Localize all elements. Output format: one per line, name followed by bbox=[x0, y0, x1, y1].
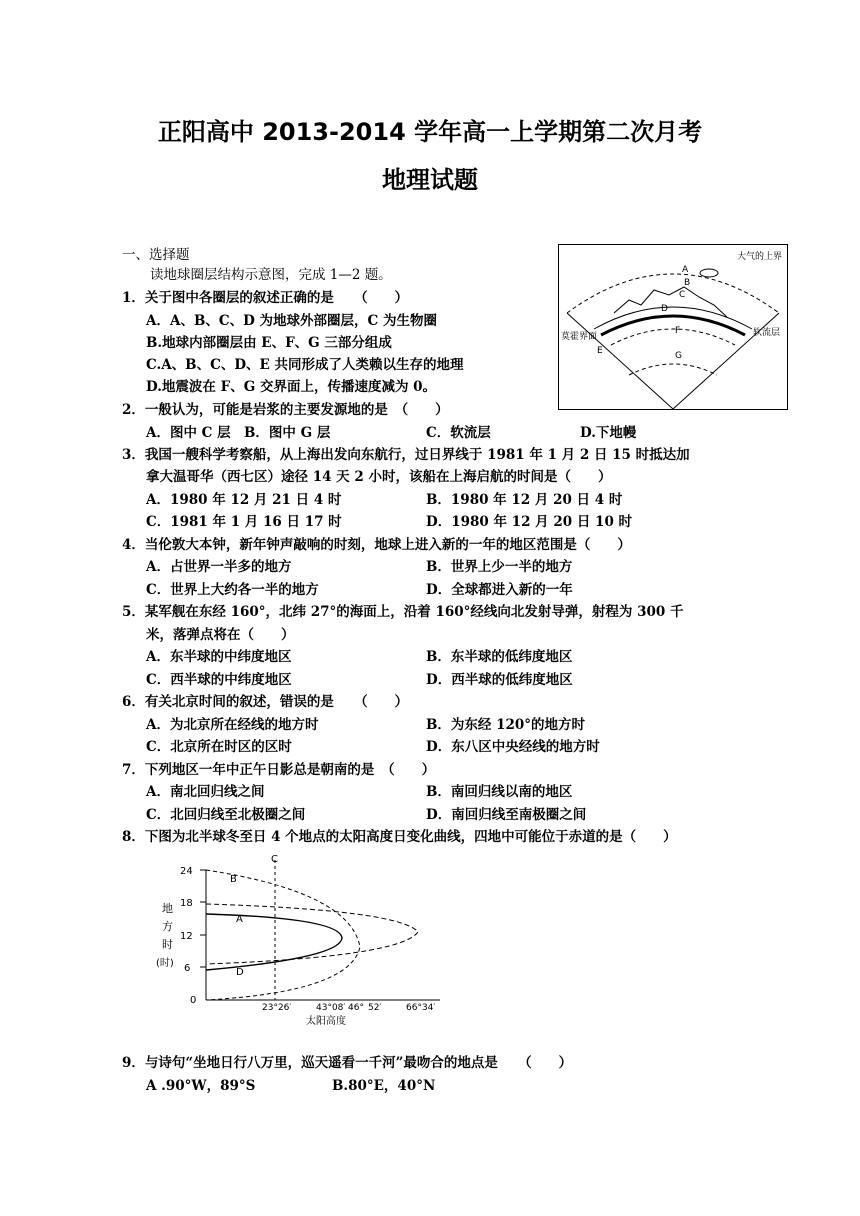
q3-option-a: A．1980 年 12 月 21 日 4 时 bbox=[146, 492, 342, 508]
xtick-3: 46° bbox=[348, 1003, 364, 1013]
q7-option-d: D．南回归线至南极圈之间 bbox=[426, 807, 587, 823]
q1-option-d: D.地震波在 F、G 交界面上，传播速度减为 0。 bbox=[146, 379, 437, 395]
q5-option-b: B．东半球的低纬度地区 bbox=[426, 649, 573, 665]
q3-stem: 3．我国一艘科学考察船，从上海出发向东航行，过日界线于 1981 年 1 月 2 日 15 时抵达加 bbox=[122, 447, 690, 463]
curve-c-label: C bbox=[271, 854, 278, 865]
solar-altitude-figure bbox=[150, 852, 450, 1032]
q7-option-a: A．南北回归线之间 bbox=[146, 784, 265, 800]
q5-option-a: A．东半球的中纬度地区 bbox=[146, 649, 292, 665]
label-d: D bbox=[661, 304, 668, 314]
ylabel-3: 时 bbox=[162, 938, 173, 951]
ylabel-1: 地 bbox=[162, 902, 173, 915]
ytick-12: 12 bbox=[180, 931, 193, 942]
label-moho: 莫霍界面 bbox=[561, 332, 598, 342]
q3-stem-cont: 拿大温哥华（西七区）途径 14 天 2 小时，该船在上海启航的时间是（ ） bbox=[146, 469, 612, 485]
q1-option-a: A．A、B、C、D 为地球外部圈层，C 为生物圈 bbox=[146, 313, 437, 329]
q2-option-c: C．软流层 bbox=[426, 425, 491, 441]
q9-option-a: A .90°W，89°S bbox=[146, 1078, 256, 1094]
q4-option-d: D．全球都进入新的一年 bbox=[426, 582, 573, 598]
curve-b-label: B bbox=[230, 874, 237, 885]
q6-option-b: B．为东经 120°的地方时 bbox=[426, 717, 586, 733]
q5-option-d: D．西半球的低纬度地区 bbox=[426, 672, 573, 688]
question-intro: 读地球圈层结构示意图，完成 1—2 题。 bbox=[150, 267, 392, 283]
q5-stem-cont: 米，落弹点将在（ ） bbox=[146, 627, 295, 643]
q6-option-d: D．东八区中央经线的地方时 bbox=[426, 739, 600, 755]
label-e: E bbox=[597, 346, 603, 356]
page-title: 正阳高中 2013-2014 学年高一上学期第二次月考 bbox=[157, 118, 703, 146]
q3-option-c: C．1981 年 1 月 16 日 17 时 bbox=[146, 514, 342, 530]
xtick-5: 66°34′ bbox=[406, 1003, 436, 1013]
curve-d-label: D bbox=[236, 967, 244, 978]
label-a: A bbox=[682, 265, 689, 275]
ytick-0: 0 bbox=[190, 995, 197, 1006]
q4-option-c: C．世界上大约各一半的地方 bbox=[146, 582, 319, 598]
q1-stem: 1．关于图中各圈层的叙述正确的是 （ ） bbox=[122, 290, 409, 306]
ytick-18: 18 bbox=[180, 898, 193, 909]
ytick-6: 6 bbox=[184, 963, 191, 974]
q5-option-c: C．西半球的中纬度地区 bbox=[146, 672, 292, 688]
q9-stem: 9．与诗句“坐地日行八万里，巡天遥看一千河”最吻合的地点是 （ ） bbox=[122, 1055, 573, 1071]
section-heading: 一、选择题 bbox=[122, 247, 190, 263]
q4-option-b: B．世界上少一半的地方 bbox=[426, 559, 573, 575]
q2-option-a: A．图中 C 层 bbox=[146, 425, 231, 441]
q5-stem: 5．某军舰在东经 160°，北纬 27°的海面上，沿着 160°经线向北发射导弹，射程为 300 千 bbox=[122, 604, 684, 620]
ytick-24: 24 bbox=[180, 866, 193, 877]
q7-option-b: B．南回归线以南的地区 bbox=[426, 784, 573, 800]
q2-option-d: D.下地幔 bbox=[580, 425, 637, 441]
xtick-4: 52′ bbox=[368, 1003, 382, 1013]
q4-option-a: A．占世界一半多的地方 bbox=[146, 559, 292, 575]
earth-layers-figure bbox=[558, 244, 788, 410]
label-b: B bbox=[684, 278, 691, 288]
xtick-1: 23°26′ bbox=[262, 1003, 292, 1013]
q4-stem: 4．当伦敦大本钟，新年钟声敲响的时刻，地球上进入新的一年的地区范围是（ ） bbox=[122, 537, 631, 553]
q8-stem: 8．下图为北半球冬至日 4 个地点的太阳高度日变化曲线，四地中可能位于赤道的是（ ） bbox=[122, 829, 677, 845]
label-c: C bbox=[679, 290, 686, 300]
q3-option-d: D．1980 年 12 月 20 日 10 时 bbox=[426, 514, 633, 530]
q2-option-b: B．图中 G 层 bbox=[244, 425, 331, 441]
xlabel: 太阳高度 bbox=[306, 1016, 346, 1027]
page-subtitle: 地理试题 bbox=[382, 166, 478, 194]
q1-option-b: B.地球内部圈层由 E、F、G 三部分组成 bbox=[146, 335, 392, 351]
q6-option-c: C．北京所在时区的区时 bbox=[146, 739, 292, 755]
q2-stem: 2．一般认为，可能是岩浆的主要发源地的是 （ ） bbox=[122, 402, 449, 418]
q3-option-b: B．1980 年 12 月 20 日 4 时 bbox=[426, 492, 623, 508]
q7-stem: 7．下列地区一年中正午日影总是朝南的是 （ ） bbox=[122, 762, 436, 778]
q9-option-b: B.80°E，40°N bbox=[332, 1078, 436, 1094]
q1-option-c: C.A、B、C、D、E 共同形成了人类赖以生存的地理 bbox=[146, 357, 464, 373]
label-g: G bbox=[675, 351, 682, 361]
label-atmosphere-top: 大气的上界 bbox=[737, 252, 783, 262]
ylabel-4: (时) bbox=[156, 958, 174, 969]
curve-a-label: A bbox=[236, 914, 243, 925]
ylabel-2: 方 bbox=[162, 920, 173, 933]
q6-option-a: A．为北京所在经线的地方时 bbox=[146, 717, 319, 733]
q7-option-c: C．北回归线至北极圈之间 bbox=[146, 807, 306, 823]
xtick-2: 43°08′ bbox=[316, 1003, 346, 1013]
label-f: F bbox=[675, 326, 681, 336]
label-asthenosphere: 软流层 bbox=[753, 328, 781, 338]
q6-stem: 6．有关北京时间的叙述，错误的是 （ ） bbox=[122, 694, 409, 710]
